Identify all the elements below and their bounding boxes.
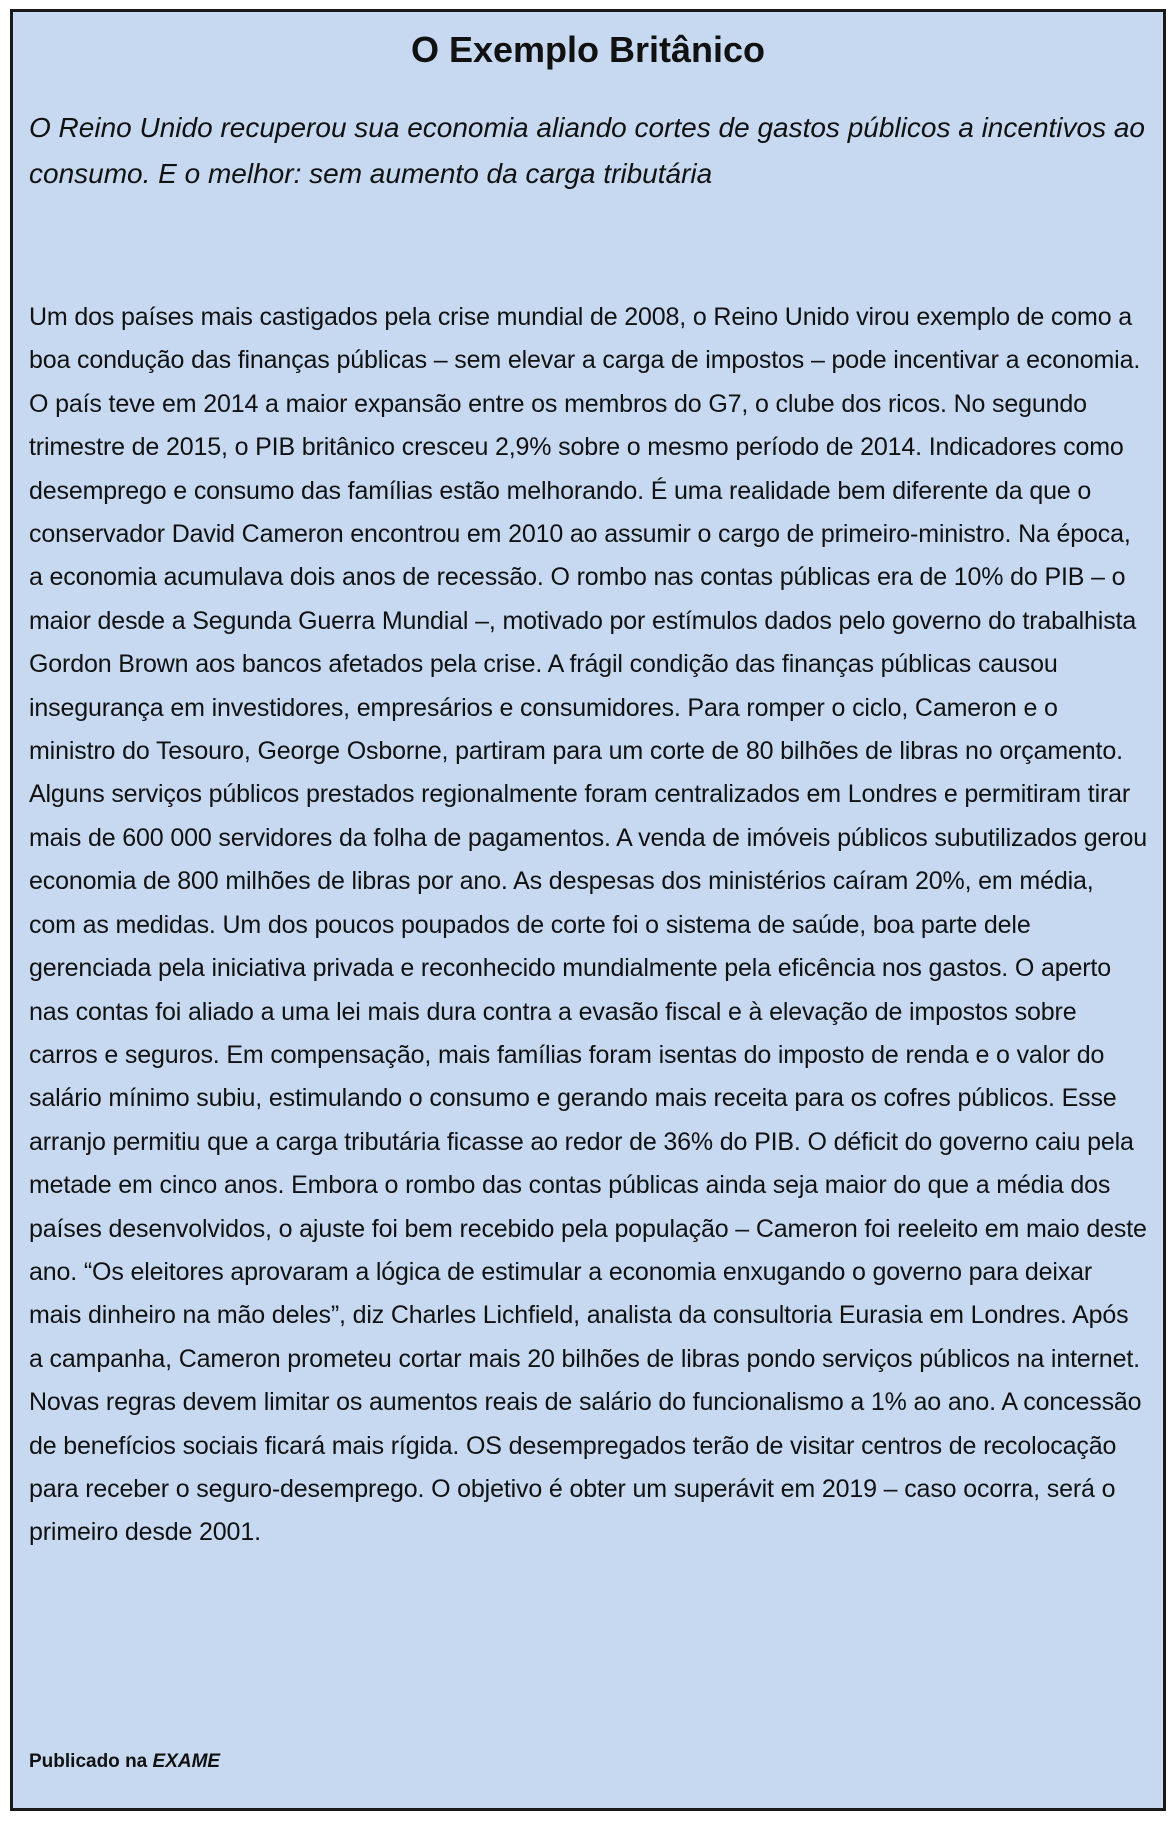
- article-title: O Exemplo Britânico: [410, 29, 766, 70]
- article-subtitle: O Reino Unido recuperou sua economia aliando cortes de gastos públicos a incentivos ao consumo. E o melhor: sem aumento da carga tributária: [29, 112, 1146, 189]
- article-body: Um dos países mais castigados pela crise mundial de 2008, o Reino Unido virou exemplo de como a boa condução das finanças públicas – sem elevar a carga de impostos – pode incentivar a economia. O país teve em 2014 a maior expansão entre os membros do G7, o clube dos ricos. No segundo trimestre de 2015, o PIB britânico cresceu 2,9% sobre o mesmo período de 2014. Indicadores como desemprego e consumo das famílias estão melhorando. É uma realidade bem diferente da que o conservador David Cameron encontrou em 2010 ao assumir o cargo de primeiro-ministro. Na época, a economia acumulava dois anos de recessão. O rombo nas contas públicas era de 10% do PIB – o maior desde a Segunda Guerra Mundial –, motivado por estímulos dados pelo governo do trabalhista Gordon Brown aos bancos afetados pela crise. A frágil condição das finanças públicas causou insegurança em investidores, empresários e consumidores. Para romper o ciclo, Cameron e o ministro do Tesouro, George Osborne, partiram para um corte de 80 bilhões de libras no orçamento. Alguns serviços públicos prestados regionalmente foram centralizados em Londres e permitiram tirar mais de 600 000 servidores da folha de pagamentos. A venda de imóveis públicos subutilizados gerou economia de 800 milhões de libras por ano. As despesas dos ministérios caíram 20%, em média, com as medidas. Um dos poucos poupados de corte foi o sistema de saúde, boa parte dele gerenciada pela iniciativa privada e reconhecido mundialmente pela eficência nos gastos. O aperto nas contas foi aliado a uma lei mais dura contra a evasão fiscal e à elevação de impostos sobre carros e seguros. Em compensação, mais famílias foram isentas do imposto de renda e o valor do salário mínimo subiu, estimulando o consumo e gerando mais receita para os cofres públicos. Esse arranjo permitiu que a carga tributária ficasse ao redor de 36% do PIB. O déficit do governo caiu pela metade em cinco anos. Embora o rombo das contas públicas ainda seja maior do que a média dos países desenvolvidos, o ajuste foi bem recebido pela população – Cameron foi reeleito em maio deste ano. “Os eleitores aprovaram a lógica de estimular a economia enxugando o governo para deixar mais dinheiro na mão deles”, diz Charles Lichfield, analista da consultoria Eurasia em Londres. Após a campanha, Cameron prometeu cortar mais 20 bilhões de libras pondo serviços públicos na internet. Novas regras devem limitar os aumentos reais de salário do funcionalismo a 1% ao ano. A concessão de benefícios sociais ficará mais rígida. OS desempregados terão de visitar centros de recolocação para receber o seguro-desemprego. O objetivo é obter um superávit em 2019 – caso ocorra, será o primeiro desde 2001.: [29, 303, 1147, 1547]
- credit-source: EXAME: [152, 1751, 221, 1772]
- article-box: [10, 9, 1166, 1811]
- credit-prefix: Publicado na: [29, 1751, 153, 1772]
- publication-credit: [29, 1749, 220, 1775]
